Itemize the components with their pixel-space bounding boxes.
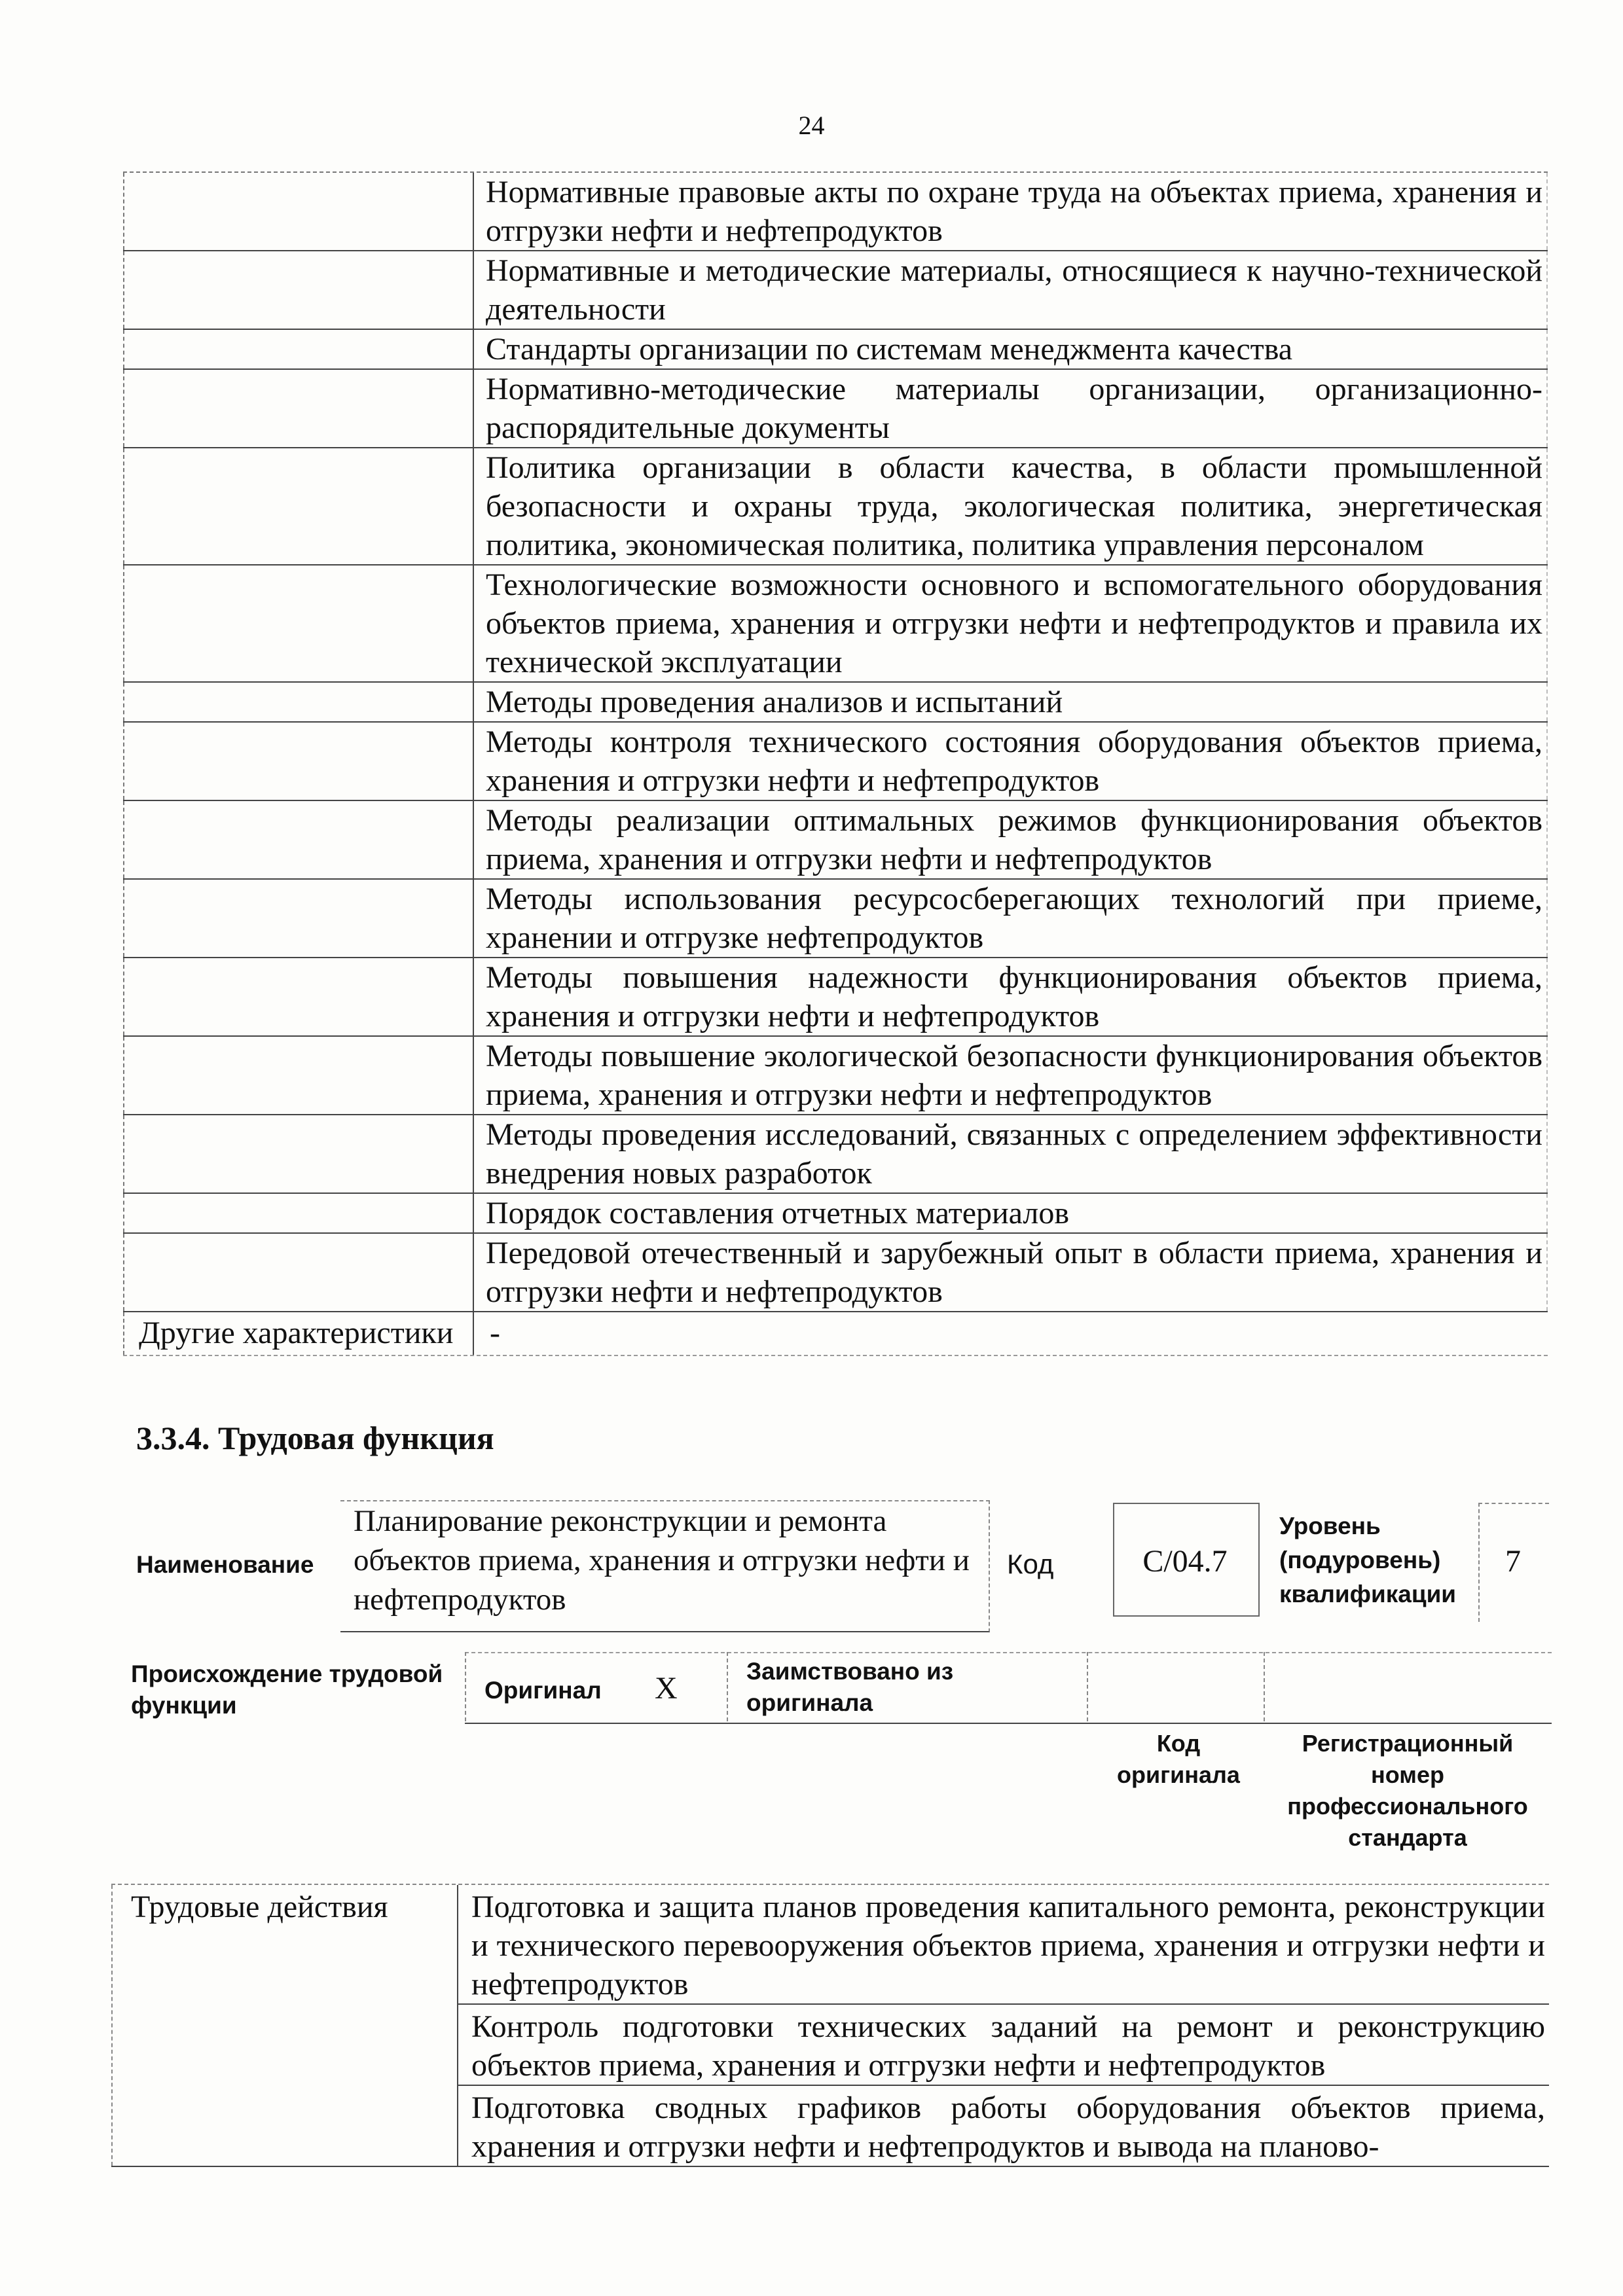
divider bbox=[1087, 1652, 1088, 1721]
knowledge-item: Передовой отечественный и зарубежный опыт в области приема, хранения и отгрузки нефти и нефтепродуктов bbox=[474, 1234, 1548, 1311]
knowledge-item: Методы реализации оптимальных режимов функционирования объектов приема, хранения и отгрузки нефти и нефтепродуктов bbox=[474, 801, 1548, 878]
labor-action-item: Контроль подготовки технических заданий на ремонт и реконструкцию объектов приема, хранения и отгрузки нефти и нефтепродуктов bbox=[458, 2005, 1549, 2086]
original-label: Оригинал bbox=[484, 1677, 602, 1704]
table-row bbox=[123, 370, 1548, 448]
section-title: 3.3.4. Трудовая функция bbox=[136, 1420, 494, 1456]
divider bbox=[727, 1652, 728, 1721]
table-row bbox=[123, 880, 1548, 958]
table-row bbox=[123, 251, 1548, 330]
borrowed-label: Заимствовано из оригинала bbox=[746, 1658, 954, 1716]
divider bbox=[1264, 1652, 1265, 1721]
level-value: 7 bbox=[1505, 1544, 1521, 1579]
origin-label: Происхождение трудовой функции bbox=[131, 1660, 443, 1719]
knowledge-item: Методы контроля технического состояния оборудования объектов приема, хранения и отгрузки нефти и нефтепродуктов bbox=[474, 723, 1548, 800]
code-label: Код bbox=[1007, 1549, 1054, 1579]
knowledge-item: Нормативные правовые акты по охране труда на объектах приема, хранения и отгрузки нефти и нефтепродуктов bbox=[474, 173, 1548, 250]
table-row bbox=[123, 1115, 1548, 1194]
divider bbox=[465, 1652, 466, 1721]
knowledge-item: Политика организации в области качества, в области промышленной безопасности и охраны труда, экологическая политика, энергетическая политика, экономическая политика, политика управления персоналом bbox=[474, 448, 1548, 564]
code-value: C/04.7 bbox=[1142, 1544, 1228, 1579]
level-label: Уровень (подуровень) квалификации bbox=[1279, 1513, 1457, 1607]
other-characteristics-label: Другие характеристики bbox=[123, 1312, 474, 1355]
other-characteristics-value: - bbox=[490, 1316, 500, 1350]
original-code-caption: Код оригинала bbox=[1117, 1730, 1240, 1788]
original-mark: X bbox=[655, 1671, 678, 1706]
table-row bbox=[123, 801, 1548, 880]
table-row bbox=[123, 958, 1548, 1037]
knowledge-item: Методы повышения надежности функционирования объектов приема, хранения и отгрузки нефти и нефтепродуктов bbox=[474, 958, 1548, 1035]
other-characteristics-row bbox=[123, 1312, 1548, 1356]
labor-actions-list bbox=[458, 1885, 1549, 2166]
table-row bbox=[123, 1234, 1548, 1312]
knowledge-item: Методы повышение экологической безопасности функционирования объектов приема, хранения и отгрузки нефти и нефтепродуктов bbox=[474, 1037, 1548, 1114]
labor-action-item: Подготовка и защита планов проведения капитального ремонта, реконструкции и технического перевооружения объектов приема, хранения и отгрузки нефти и нефтепродуктов bbox=[458, 1885, 1549, 2005]
knowledge-item: Технологические возможности основного и вспомогательного оборудования объектов приема, хранения и отгрузки нефти и нефтепродуктов и правила их технической эксплуатации bbox=[474, 565, 1548, 681]
origin-box bbox=[465, 1652, 1552, 1724]
labor-actions-table bbox=[111, 1884, 1549, 2167]
knowledge-item: Методы проведения исследований, связанных с определением эффективности внедрения новых разработок bbox=[474, 1115, 1548, 1193]
table-row bbox=[123, 173, 1548, 251]
knowledge-item: Нормативные и методические материалы, относящиеся к научно-технической деятельности bbox=[474, 251, 1548, 329]
knowledge-item: Методы проведения анализов и испытаний bbox=[474, 683, 1548, 721]
page-number: 24 bbox=[798, 111, 825, 140]
function-name: Планирование реконструкции и ремонта объектов приема, хранения и отгрузки нефти и нефтепродуктов bbox=[354, 1504, 970, 1617]
knowledge-table bbox=[123, 171, 1548, 1356]
table-row bbox=[123, 723, 1548, 801]
knowledge-item: Стандарты организации по системам менеджмента качества bbox=[474, 330, 1548, 368]
knowledge-item: Методы использования ресурсосберегающих технологий при приеме, хранении и отгрузке нефтепродуктов bbox=[474, 880, 1548, 957]
table-row bbox=[123, 683, 1548, 723]
table-row bbox=[123, 1194, 1548, 1234]
table-row bbox=[123, 330, 1548, 370]
labor-action-item: Подготовка сводных графиков работы оборудования объектов приема, хранения и отгрузки нефти и нефтепродуктов и вывода на планово- bbox=[471, 2090, 1545, 2164]
table-row bbox=[123, 448, 1548, 565]
name-label: Наименование bbox=[136, 1551, 314, 1578]
table-row bbox=[123, 1037, 1548, 1115]
knowledge-item: Нормативно-методические материалы организации, организационно-распорядительные документы bbox=[474, 370, 1548, 447]
table-row bbox=[123, 565, 1548, 683]
labor-actions-label: Трудовые действия bbox=[111, 1885, 458, 2166]
knowledge-item: Порядок составления отчетных материалов bbox=[474, 1194, 1548, 1232]
registration-number-caption: Регистрационный номер профессионального стандарта bbox=[1287, 1730, 1528, 1851]
